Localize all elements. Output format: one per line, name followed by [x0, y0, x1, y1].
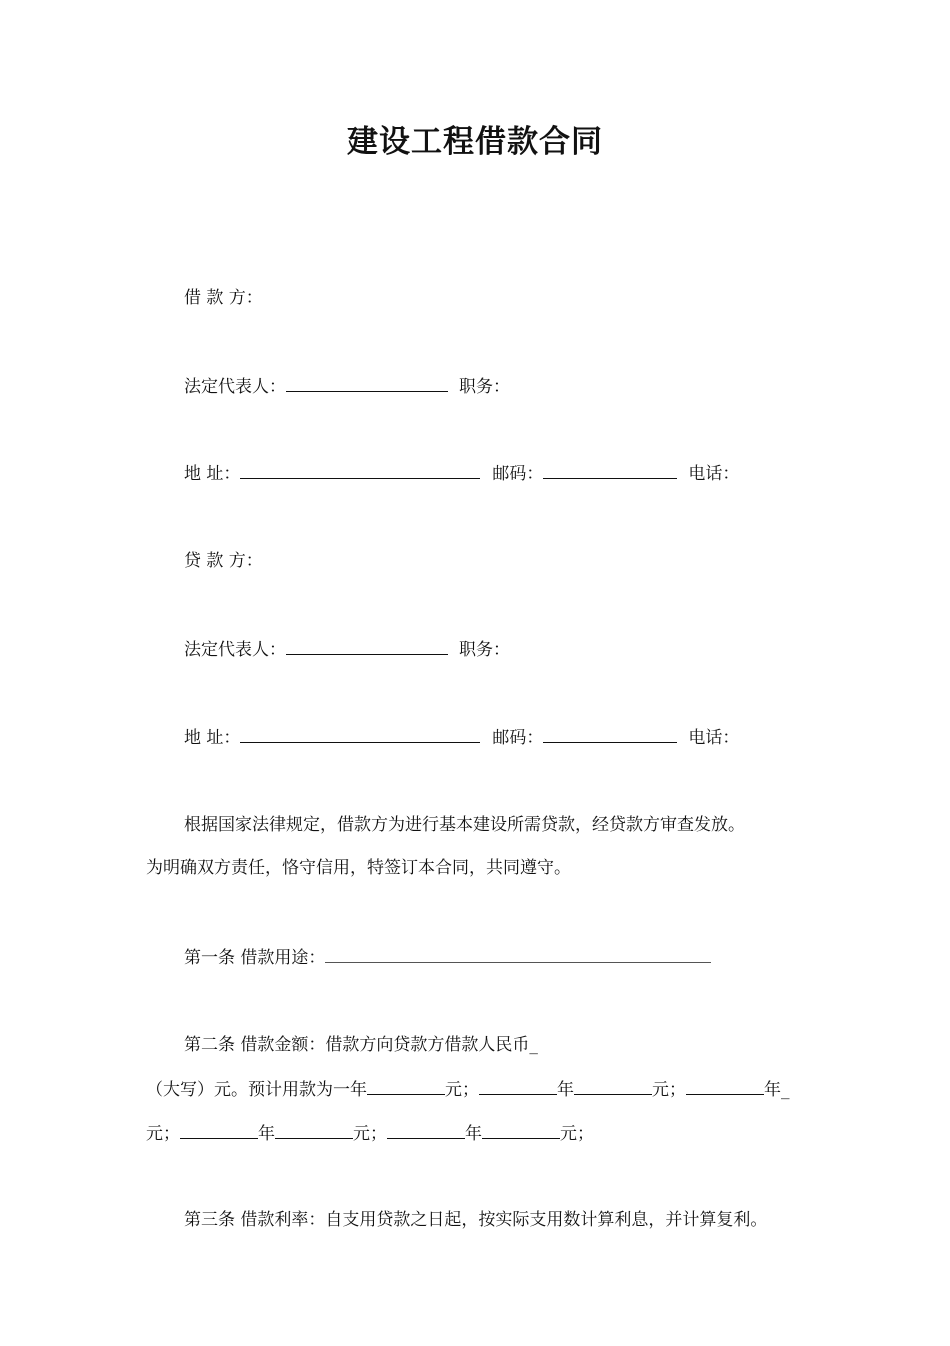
- amount-field[interactable]: [574, 1078, 652, 1095]
- borrower-address-field[interactable]: [240, 462, 480, 479]
- preamble-line-1: 根据国家法律规定，借款方为进行基本建设所需贷款，经贷款方审查发放。: [184, 815, 745, 835]
- unit-year: 年: [258, 1124, 275, 1144]
- unit-yuan: 元；: [560, 1124, 594, 1144]
- article-1-line: [184, 946, 711, 969]
- lender-postcode-label: 邮码：: [492, 728, 544, 748]
- page-title: 建设工程借款合同: [347, 124, 603, 160]
- borrower-address-label: 地 址：: [184, 464, 241, 484]
- unit-yuan: 元；: [146, 1124, 180, 1144]
- article-2-line-2: [146, 1078, 790, 1101]
- lender-line: [184, 550, 263, 572]
- borrower-rep-line: [184, 375, 510, 398]
- borrower-rep-field[interactable]: [286, 375, 448, 392]
- year-field[interactable]: [479, 1078, 557, 1095]
- borrower-postcode-field[interactable]: [543, 462, 677, 479]
- lender-address-line: [184, 726, 739, 749]
- lender-label: 贷 款 方：: [184, 551, 263, 571]
- amount-field[interactable]: [482, 1122, 560, 1139]
- article-2-line-1: 第二条 借款金额：借款方向贷款方借款人民币_: [184, 1035, 538, 1055]
- lender-rep-field[interactable]: [286, 638, 448, 655]
- year-field[interactable]: [180, 1122, 258, 1139]
- borrower-phone-label: 电话：: [688, 464, 740, 484]
- unit-yuan: 元；: [652, 1080, 686, 1100]
- borrower-label: 借 款 方：: [184, 288, 263, 308]
- year-field[interactable]: [387, 1122, 465, 1139]
- borrower-rep-label: 法定代表人：: [184, 377, 286, 397]
- amount-field[interactable]: [275, 1122, 353, 1139]
- lender-postcode-field[interactable]: [543, 726, 677, 743]
- preamble-line-2: 为明确双方责任，恪守信用，特签订本合同，共同遵守。: [146, 858, 571, 878]
- unit-yuan: 元；: [353, 1124, 387, 1144]
- article-1-label: 第一条 借款用途：: [184, 948, 326, 968]
- lender-rep-label: 法定代表人：: [184, 640, 286, 660]
- unit-yuan: 元；: [445, 1080, 479, 1100]
- borrower-line: [184, 287, 263, 309]
- year-field[interactable]: [686, 1078, 764, 1095]
- article-3-line: 第三条 借款利率：自支用贷款之日起，按实际支用数计算利息，并计算复利。: [184, 1210, 768, 1230]
- borrower-address-line: [184, 462, 739, 485]
- article-1-purpose-field[interactable]: [325, 946, 711, 963]
- unit-year: 年: [557, 1080, 574, 1100]
- amount-field[interactable]: [367, 1078, 445, 1095]
- lender-rep-line: [184, 638, 510, 661]
- lender-phone-label: 电话：: [688, 728, 740, 748]
- article-2-line-3: [146, 1122, 594, 1145]
- lender-address-label: 地 址：: [184, 728, 241, 748]
- article-2-l2-prefix: （大写）元。预计用款为一年: [146, 1080, 367, 1100]
- unit-year-tail: 年_: [764, 1080, 790, 1100]
- unit-year: 年: [465, 1124, 482, 1144]
- lender-address-field[interactable]: [240, 726, 480, 743]
- lender-position-label: 职务：: [459, 640, 510, 660]
- borrower-position-label: 职务：: [459, 377, 510, 397]
- borrower-postcode-label: 邮码：: [492, 464, 544, 484]
